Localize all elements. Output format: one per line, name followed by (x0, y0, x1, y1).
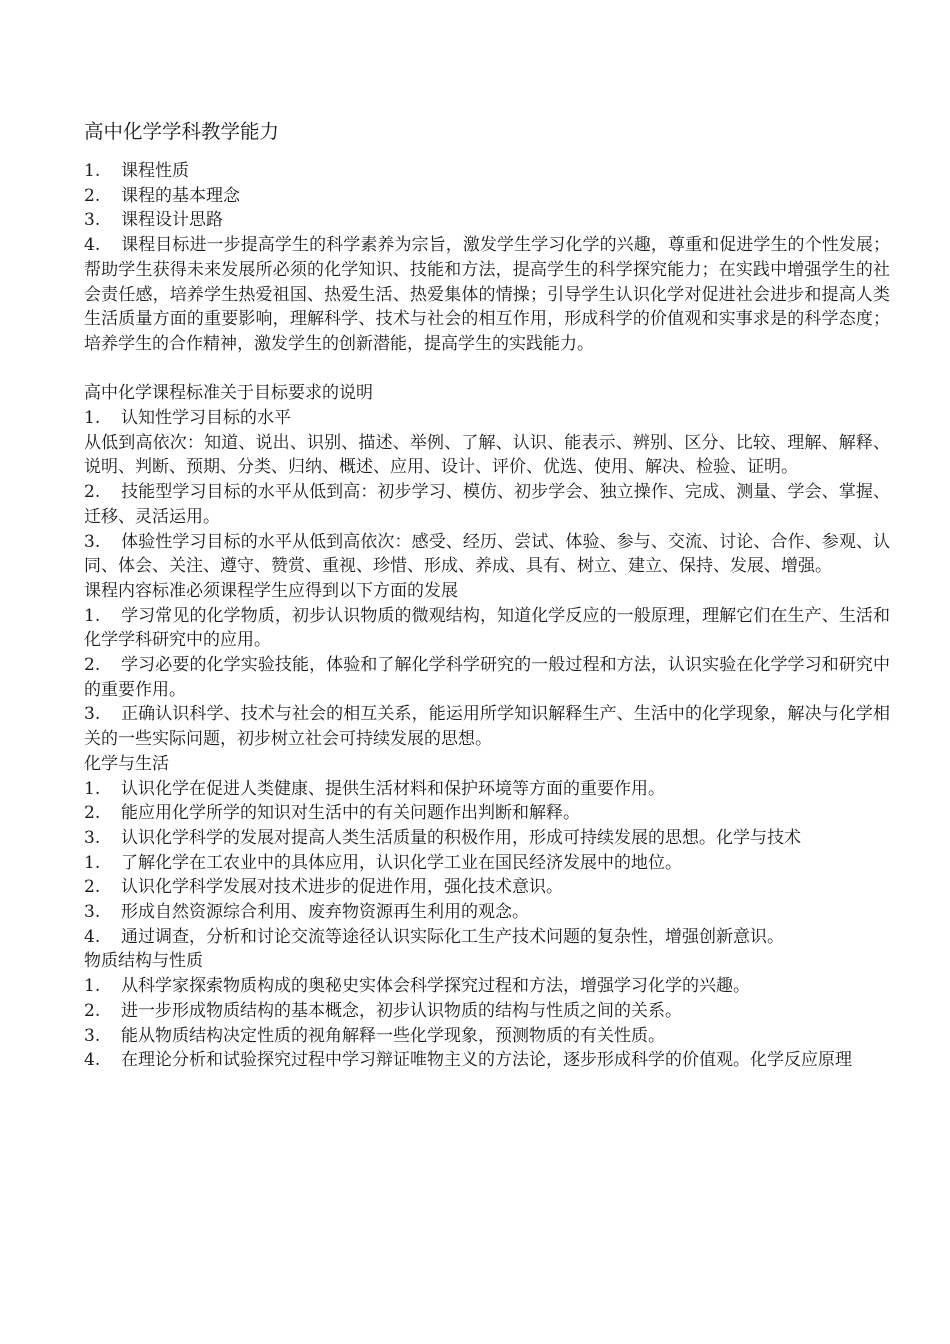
list-text: 通过调查，分析和讨论交流等途径认识实际化工生产技术问题的复杂性，增强创新意识。 (121, 926, 784, 947)
list-item (84, 159, 890, 184)
list-text: 学习常见的化学物质，初步认识物质的微观结构，知道化学反应的一般原理，理解它们在生产、生活和化学学科研究中的应用。 (84, 605, 890, 651)
list-number: 1. (84, 976, 101, 997)
list-number: 3. (84, 827, 101, 848)
list-item (84, 925, 890, 950)
page-title: 高中化学学科教学能力 (84, 120, 280, 143)
list-number: 3. (84, 210, 101, 231)
list-text: 形成自然资源综合利用、废弃物资源再生利用的观念。 (121, 902, 529, 923)
section-heading: 高中化学课程标准关于目标要求的说明 (84, 383, 373, 404)
list-item (84, 777, 890, 802)
paragraph: 从低到高依次：知道、说出、识别、描述、举例、了解、认识、能表示、辨别、区分、比较、理解、解释、说明、判断、预期、分类、归纳、概述、应用、设计、评价、优选、使用、解决、检验、证明。 (84, 432, 890, 478)
list-item (84, 233, 890, 357)
list-text: 认知性学习目标的水平 (121, 408, 291, 429)
list-number: 1. (84, 605, 101, 626)
list-item (84, 184, 890, 209)
list-item (84, 1048, 890, 1073)
list-text: 了解化学在工农业中的具体应用，认识化学工业在国民经济发展中的地位。 (121, 852, 682, 873)
list-item (84, 653, 890, 702)
list-text: 体验性学习目标的水平从低到高依次：感受、经历、尝试、体验、参与、交流、讨论、合作、参观、认同、体会、关注、遵守、赞赏、重视、珍惜、形成、养成、具有、树立、建立、保持、发展、增强。 (84, 531, 890, 577)
list-number: 3. (84, 704, 101, 725)
list-text: 认识化学科学的发展对提高人类生活质量的积极作用，形成可持续发展的思想。化学与技术 (121, 827, 801, 848)
document-page (84, 118, 890, 1073)
list-number: 2. (84, 655, 101, 676)
list-item (84, 999, 890, 1024)
list-text: 学习必要的化学实验技能，体验和了解化学科学研究的一般过程和方法，认识实验在化学学习和研究中的重要作用。 (84, 655, 890, 700)
list-item (84, 900, 890, 925)
list-text: 能从物质结构决定性质的视角解释一些化学现象，预测物质的有关性质。 (121, 1025, 665, 1046)
list-number: 2. (84, 482, 101, 503)
list-text: 从科学家探索物质构成的奥秘史实体会科学探究过程和方法，增强学习化学的兴趣。 (121, 976, 750, 997)
list-text: 课程的基本理念 (121, 185, 240, 206)
list-text: 课程目标进一步提高学生的科学素养为宗旨，激发学生学习化学的兴趣，尊重和促进学生的个性发展；帮助学生获得未来发展所必须的化学知识、技能和方法，提高学生的科学探究能力；在实践中增强学生的社会责任感，培养学生热爱祖国、热爱生活、热爱集体的情操；引导学生认识化学对促进社会进步和提高人类生活质量方面的重要影响，理解科学、技术与社会的相互作用，形成科学的价值观和实事求是的科学态度；培养学生的合作精神，激发学生的创新潜能，提高学生的实践能力。 (84, 235, 890, 354)
list-number: 4. (84, 1050, 101, 1071)
list-item (84, 851, 890, 876)
list-text: 认识化学科学发展对技术进步的促进作用，强化技术意识。 (121, 877, 563, 898)
list-number: 2. (84, 185, 101, 206)
list-number: 2. (84, 803, 101, 824)
list-text: 能应用化学所学的知识对生活中的有关问题作出判断和解释。 (121, 803, 580, 824)
list-number: 2. (84, 1000, 101, 1021)
list-number: 1. (84, 778, 101, 799)
list-item (84, 1024, 890, 1049)
list-item (84, 702, 890, 751)
list-number: 4. (84, 926, 101, 947)
section-heading: 课程内容标准必须课程学生应得到以下方面的发展 (84, 580, 458, 601)
list-number: 1. (84, 408, 101, 429)
list-item (84, 974, 890, 999)
blank-line (84, 357, 890, 382)
list-text: 进一步形成物质结构的基本概念，初步认识物质的结构与性质之间的关系。 (121, 1000, 682, 1021)
list-number: 3. (84, 902, 101, 923)
list-number: 3. (84, 531, 101, 552)
list-item (84, 530, 890, 579)
list-text: 认识化学在促进人类健康、提供生活材料和保护环境等方面的重要作用。 (121, 778, 665, 799)
list-text: 在理论分析和试验探究过程中学习辩证唯物主义的方法论，逐步形成科学的价值观。化学反应原理 (121, 1050, 852, 1071)
list-item (84, 801, 890, 826)
list-text: 课程性质 (121, 161, 189, 181)
list-number: 2. (84, 877, 101, 898)
section-heading: 物质结构与性质 (84, 951, 203, 972)
list-number: 4. (84, 235, 101, 256)
list-item (84, 480, 890, 529)
list-item (84, 604, 890, 653)
section-heading: 化学与生活 (84, 753, 169, 774)
list-text: 课程设计思路 (121, 210, 223, 231)
list-item (84, 826, 890, 851)
list-text: 技能型学习目标的水平从低到高：初步学习、模仿、初步学会、独立操作、完成、测量、学会、掌握、迁移、灵活运用。 (84, 482, 890, 527)
list-number: 1. (84, 161, 101, 181)
list-number: 1. (84, 852, 101, 873)
list-item (84, 208, 890, 233)
list-item (84, 406, 890, 431)
list-text: 正确认识科学、技术与社会的相互关系，能运用所学知识解释生产、生活中的化学现象，解决与化学相关的一些实际问题，初步树立社会可持续发展的思想。 (84, 704, 890, 750)
list-number: 3. (84, 1025, 101, 1046)
list-item (84, 875, 890, 900)
